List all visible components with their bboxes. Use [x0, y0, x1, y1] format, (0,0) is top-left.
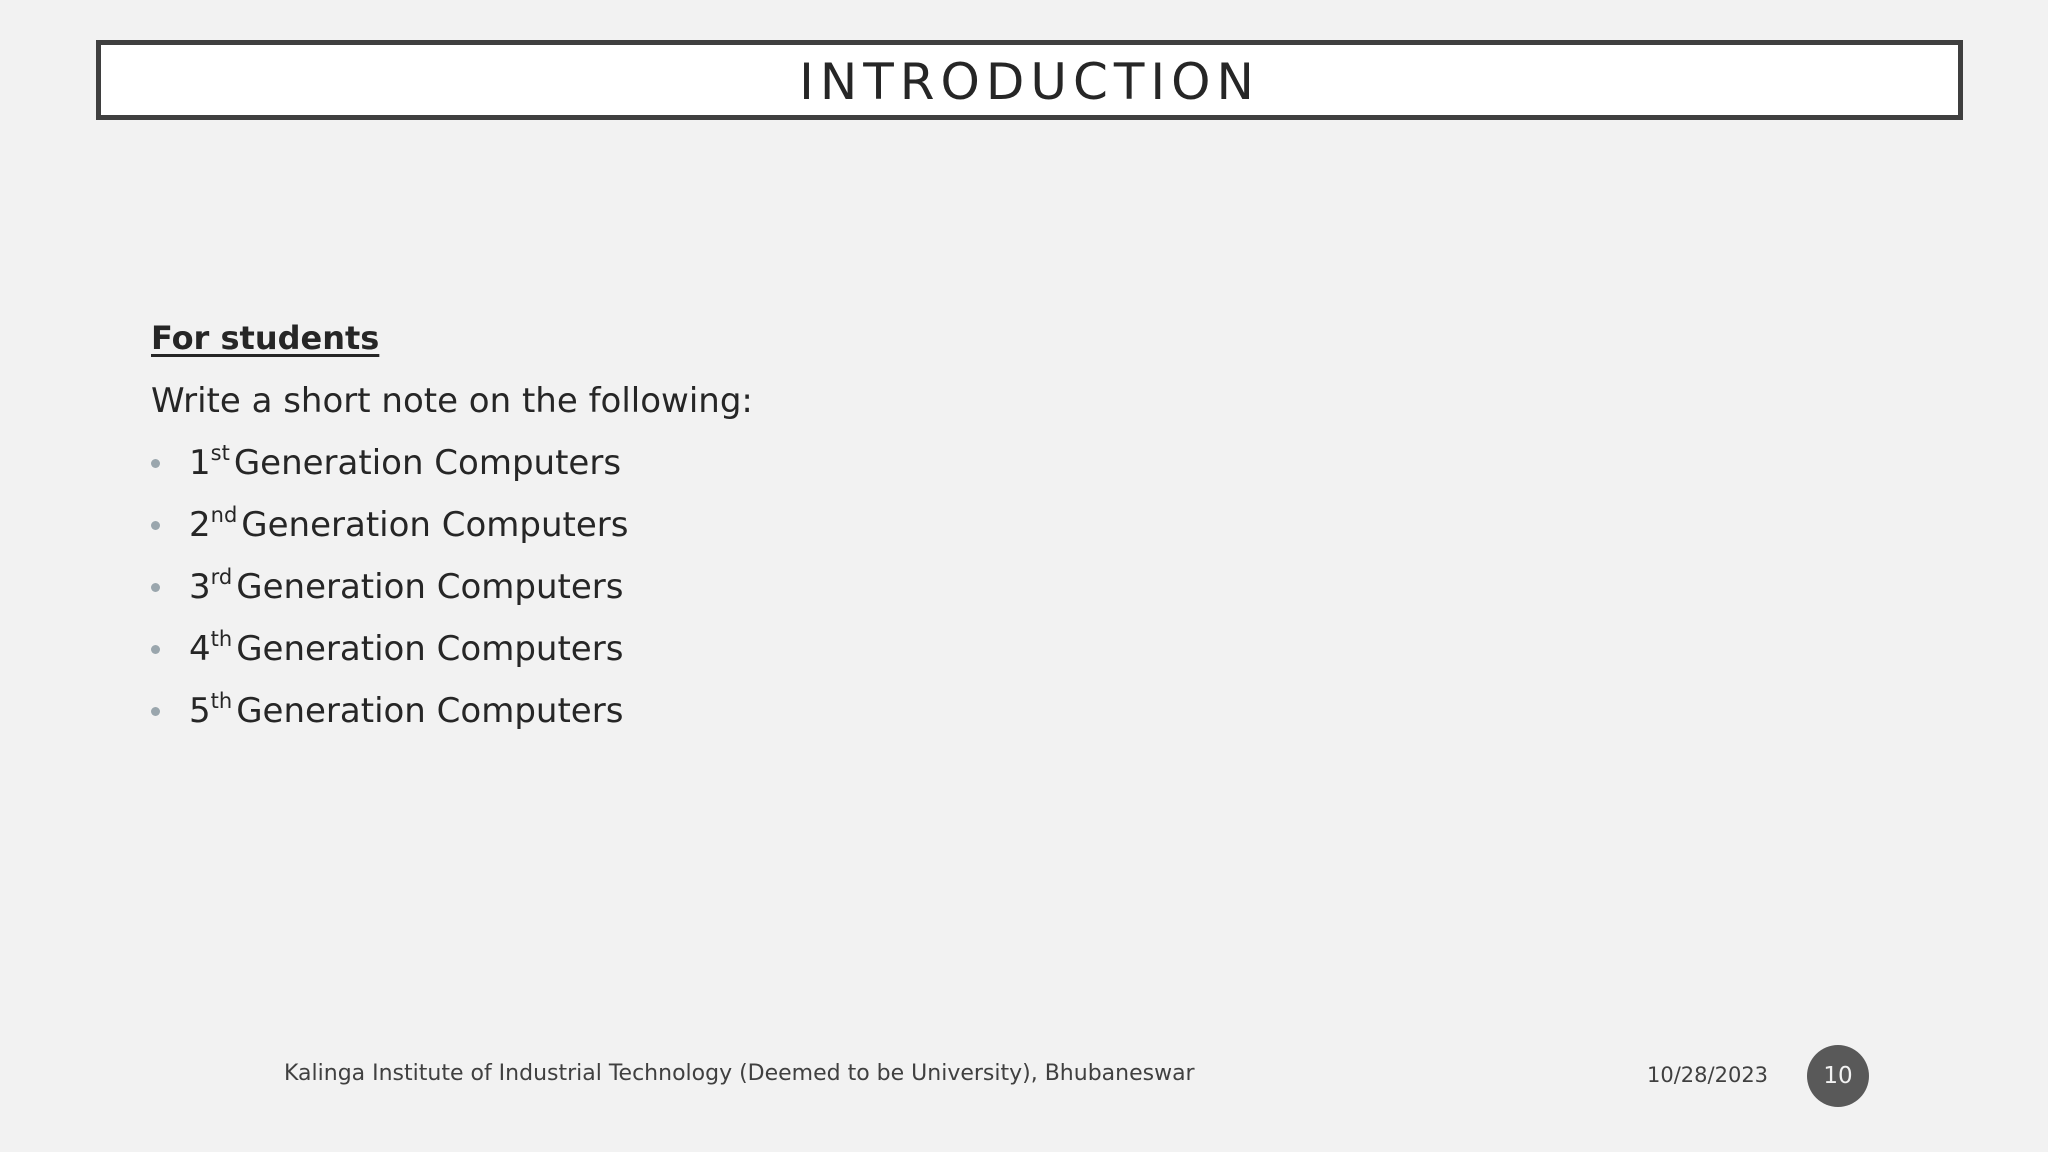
item-ordinal: nd	[210, 503, 238, 527]
item-ordinal: th	[210, 627, 233, 651]
section-heading: For students	[151, 319, 380, 357]
list-item	[151, 565, 1351, 610]
bullet-icon	[151, 521, 160, 530]
item-ordinal: st	[210, 441, 230, 465]
item-ordinal: th	[210, 689, 233, 713]
item-text: Generation Computers	[241, 505, 629, 545]
title-box	[96, 40, 1963, 120]
item-text: Generation Computers	[236, 567, 624, 607]
item-text: Generation Computers	[236, 629, 624, 669]
item-ordinal: rd	[210, 565, 233, 589]
item-number: 5	[189, 691, 211, 731]
list-item	[151, 503, 1351, 548]
footer-institution: Kalinga Institute of Industrial Technology (Deemed to be University), Bhubaneswar	[284, 1061, 1195, 1086]
item-number: 1	[189, 443, 211, 483]
page-number: 10	[1823, 1063, 1853, 1089]
bullet-icon	[151, 459, 160, 468]
slide-content	[151, 319, 1351, 756]
item-number: 4	[189, 629, 211, 669]
footer-date: 10/28/2023	[1647, 1063, 1769, 1087]
list-item	[151, 689, 1351, 734]
slide-title: INTRODUCTION	[799, 53, 1260, 111]
bullet-icon	[151, 645, 160, 654]
item-text: Generation Computers	[236, 691, 624, 731]
bullet-icon	[151, 707, 160, 716]
item-number: 2	[189, 505, 211, 545]
generation-list	[151, 441, 1351, 734]
page-number-badge	[1807, 1045, 1869, 1107]
bullet-icon	[151, 583, 160, 592]
item-number: 3	[189, 567, 211, 607]
list-item	[151, 441, 1351, 486]
item-text: Generation Computers	[233, 443, 622, 483]
intro-text: Write a short note on the following:	[151, 381, 753, 421]
list-item	[151, 627, 1351, 672]
